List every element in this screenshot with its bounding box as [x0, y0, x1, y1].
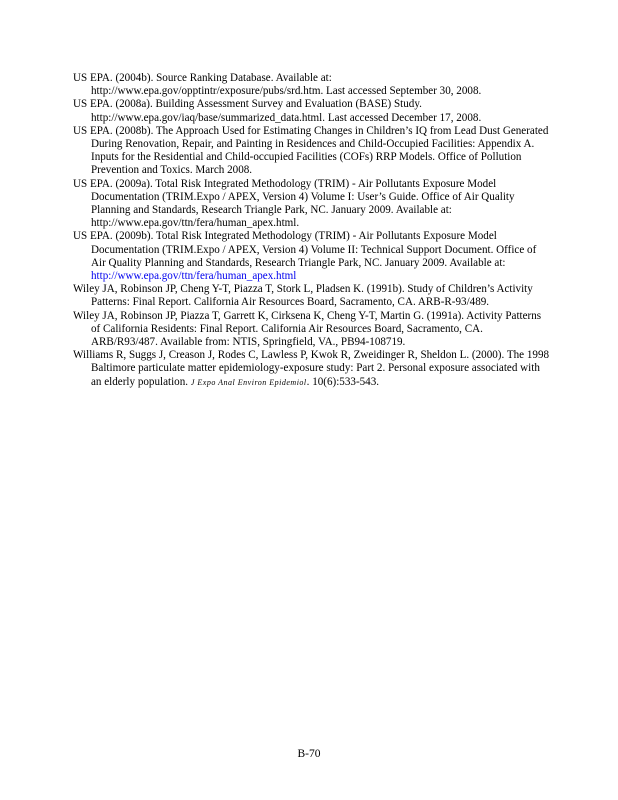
journal-name: J Expo Anal Environ Epidemiol — [190, 377, 307, 387]
reference-text: Wiley JA, Robinson JP, Piazza T, Garrett K, Cirksena K, Cheng Y-T, Martin G. (1991a). Activity Patterns of California Residents: Final Report. California Air Resources Board, Sacramento, CA. ARB/R93/487. Available from: NTIS, Springfield, VA., PB94-108719. — [73, 309, 542, 349]
reference-text: US EPA. (2009b). Total Risk Integrated Methodology (TRIM) - Air Pollutants Exposure Model Documentation (TRIM.Expo / APEX, Version 4) Volume II: Technical Support Document. Office of Air Quality Planning and Standards, Research Triangle Park, NC. January 2009. Available at: — [73, 230, 537, 269]
reference-text: US EPA. (2008b). The Approach Used for Estimating Changes in Children’s IQ from Lead Dust Generated During Renovation, Repair, and Painting in Residences and Child-Occupied Facilities: Appendix A. Inputs for the Residential and Child-occupied Facilities (COFs) RRP Models. Office of Pollution Prevention and Toxics. March 2008. — [73, 124, 549, 177]
reference-text: Williams R, Suggs J, Creason J, Rodes C, Lawless P, Kwok R, Zweidinger R, Sheldon L. (2000). The 1998 Baltimore particulate matter epidemiology-exposure study: Part 2. Personal exposure associated with an elderly population. — [73, 349, 550, 388]
reference-item — [73, 178, 551, 231]
reference-list — [73, 72, 551, 389]
reference-text: US EPA. (2004b). Source Ranking Database. Available at: http://www.epa.gov/opptintr/exposure/pubs/srd.htm. Last accessed September 30, 2008. — [73, 72, 482, 98]
reference-item — [73, 310, 551, 350]
reference-text: Wiley JA, Robinson JP, Cheng Y-T, Piazza T, Stork L, Pladsen K. (1991b). Study of Children’s Activity Patterns: Final Report. California Air Resources Board, Sacramento, CA. ARB-R-93/489. — [73, 283, 533, 309]
reference-text: US EPA. (2009a). Total Risk Integrated Methodology (TRIM) - Air Pollutants Exposure Model Documentation (TRIM.Expo / APEX, Version 4) Volume I: User’s Guide. Office of Air Quality Planning and Standards, Research Triangle Park, NC. January 2009. Available at: http://www.epa.gov/ttn/fera/human_apex.html. — [73, 177, 515, 230]
reference-item — [73, 125, 551, 178]
reference-text: US EPA. (2008a). Building Assessment Survey and Evaluation (BASE) Study. http://www.epa.gov/iaq/base/summarized_data.html. Last accessed December 17, 2008. — [73, 98, 482, 124]
reference-link[interactable]: http://www.epa.gov/ttn/fera/human_apex.html — [91, 270, 297, 283]
reference-item — [73, 283, 551, 309]
reference-text-tail: . 10(6):533-543. — [306, 375, 380, 388]
page-number: B-70 — [297, 748, 321, 760]
reference-item — [73, 349, 551, 389]
reference-item — [73, 72, 551, 98]
reference-item — [73, 98, 551, 124]
reference-item — [73, 230, 551, 283]
